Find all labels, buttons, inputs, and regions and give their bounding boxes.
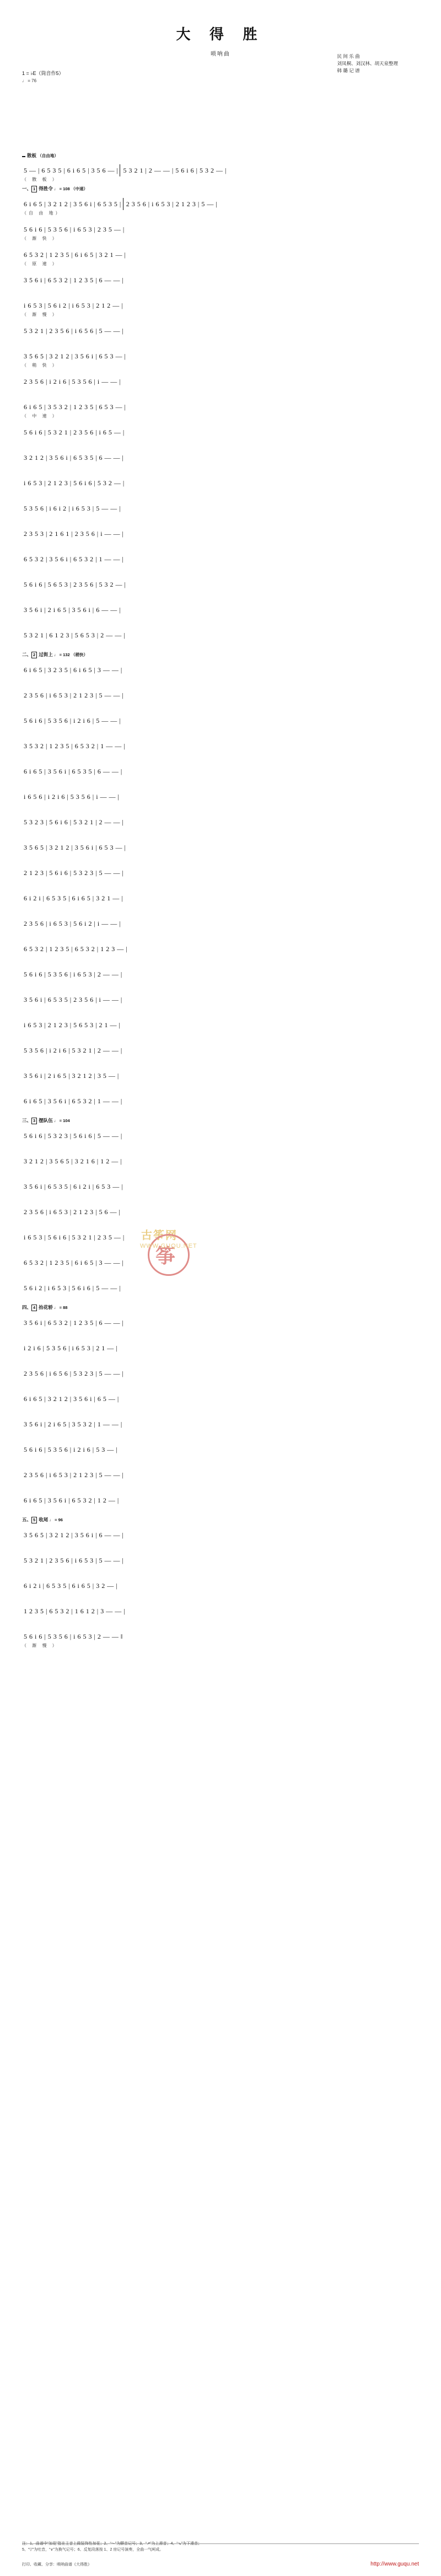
lyric-row bbox=[22, 727, 419, 733]
staff-row bbox=[22, 1439, 419, 1456]
staff-row bbox=[22, 1151, 419, 1167]
staff-row bbox=[22, 574, 419, 591]
section-label-2: 二、 bbox=[22, 652, 32, 657]
staff-row bbox=[22, 1227, 419, 1243]
lyric-row bbox=[22, 641, 419, 648]
lyric-row bbox=[22, 540, 419, 546]
staff-row bbox=[22, 786, 419, 803]
staff-row bbox=[22, 812, 419, 828]
measure-group: 5 3 5 6 | i 6 i 2 | i 6 5 3 | 5 — — | bbox=[24, 505, 121, 512]
section-tempo-3: ♩ = 104 bbox=[54, 1118, 70, 1123]
staff-row bbox=[22, 1550, 419, 1566]
staff-row bbox=[22, 1601, 419, 1617]
staff-row bbox=[22, 1575, 419, 1592]
measure-group: 3 5 6 i | 6 5 3 2 | 1 2 3 5 | 6 — — | bbox=[24, 1319, 124, 1327]
measure-group: 2 3 5 6 | i 6 5 3 | 2 1 2 3 | 5 6 — | bbox=[24, 1208, 121, 1216]
page-title: 大 得 胜 bbox=[176, 26, 265, 42]
footnote-line-1: 注：1、曲谱中“加花”指在主音上做装饰性加花；2、“～”为颤音记号；3、“↗”为上滑音；4、“↘”为下滑音； bbox=[22, 2542, 202, 2546]
lyric-row: （ 渐 慢 ） bbox=[22, 312, 59, 317]
staff-row bbox=[22, 837, 419, 854]
measure-group: 3 5 6 i | 2 i 6 5 | 3 2 1 2 | 3 5 — | bbox=[24, 1072, 119, 1080]
lyric-row bbox=[22, 777, 419, 784]
lyric-row bbox=[22, 1082, 419, 1088]
staff-row bbox=[22, 1040, 419, 1056]
lyric-row bbox=[22, 803, 419, 809]
measure-group: 3 5 6 5 | 3 2 1 2 | 3 5 6 i | 6 5 3 — | bbox=[24, 844, 126, 851]
staff-row bbox=[22, 1388, 419, 1405]
section-tempo-2: ♩ = 132 bbox=[54, 652, 70, 657]
section-tempo-5: ♩ = 96 bbox=[49, 1517, 63, 1522]
lyric-row bbox=[22, 1456, 419, 1462]
section-heading-4 bbox=[22, 1304, 419, 1311]
staff-row bbox=[22, 1490, 419, 1506]
staff-row bbox=[22, 938, 419, 955]
measure-group: 5 6 i 6 | 5 3 2 3 | 5 6 i 6 | 5 — — | bbox=[24, 1132, 122, 1140]
staff-row bbox=[22, 888, 419, 904]
measure-group: 6 i 6 5 | 3 2 1 2 | 3 5 6 i | 6 5 — | bbox=[24, 1395, 119, 1403]
staff-row bbox=[22, 498, 419, 514]
measure-group: 5 6 i 6 | 5 3 5 6 | i 2 i 6 | 5 3 — | bbox=[24, 1446, 118, 1453]
staff-row bbox=[22, 761, 419, 777]
section-tempo-1: ♩ = 108 bbox=[54, 186, 70, 191]
measure-group: 6 i 2 i | 6 5 3 5 | 6 i 6 5 | 3 2 1 — | bbox=[24, 894, 123, 902]
staff-row bbox=[22, 1065, 419, 1082]
section-box-1: 1 bbox=[31, 186, 37, 192]
lyric-row bbox=[22, 1006, 419, 1012]
lyric-row: （ 中 速 ） bbox=[22, 414, 59, 418]
lyric-row bbox=[22, 1354, 419, 1361]
measure-group: 2 3 5 6 | i 6 5 3 | 2 1 2 3 | 5 — — | bbox=[24, 691, 124, 699]
section-box-2: 2 bbox=[31, 652, 37, 658]
staff-row bbox=[22, 625, 419, 641]
staff-row bbox=[22, 1015, 419, 1031]
measure-group: 5 — | 6 5 3 5 | 6 i 6 5 | 3 5 6 — | bbox=[22, 164, 120, 176]
staff-row bbox=[22, 244, 419, 261]
lyric-row bbox=[22, 1269, 419, 1275]
section-mark-2: （稍快） bbox=[71, 652, 88, 657]
tempo-marking: ♩ = 76 bbox=[22, 78, 37, 83]
score-body bbox=[22, 152, 419, 1649]
staff-row bbox=[22, 194, 419, 210]
staff-row bbox=[22, 447, 419, 464]
measure-group: 3 5 6 i | 2 i 6 5 | 3 5 3 2 | 1 — — | bbox=[24, 1420, 122, 1428]
measure-group: 5 3 2 1 | 2 — — | 5 6 i 6 | 5 3 2 — | bbox=[123, 167, 227, 174]
measure-group: 6 i 6 5 | 3 5 6 i | 6 5 3 2 | 1 — — | bbox=[24, 1097, 122, 1105]
measure-group: 2 3 5 6 | i 6 5 6 | 5 3 2 3 | 5 — — | bbox=[24, 1370, 124, 1377]
footer-url[interactable]: http://www.guqu.net bbox=[370, 2561, 419, 2567]
staff-row bbox=[22, 295, 419, 312]
measure-group: 2 1 2 3 | 5 6 i 6 | 5 3 2 3 | 5 — — | bbox=[24, 869, 124, 877]
lyric-row: （ 散 板 ） bbox=[22, 177, 59, 182]
lyric-row: （ 渐 慢 ） bbox=[22, 1643, 59, 1648]
lyric-row bbox=[22, 565, 419, 572]
measure-group: 5 6 i 6 | 5 3 5 6 | i 6 5 3 | 2 3 5 — | bbox=[24, 226, 125, 233]
key-signature: 1 = ♭E（筒音作5） bbox=[22, 71, 64, 76]
lyric-row bbox=[22, 1056, 419, 1063]
lyric-row bbox=[22, 828, 419, 835]
lyric-row bbox=[22, 676, 419, 683]
measure-group: 6 5 3 2 | 3 5 6 i | 6 5 3 2 | 1 — — | bbox=[24, 555, 124, 563]
lyric-row bbox=[22, 879, 419, 886]
lyric-row bbox=[22, 1243, 419, 1250]
measure-group: 2 3 5 6 | i 2 i 6 | 5 3 5 6 | i — — | bbox=[24, 378, 121, 385]
staff-row bbox=[22, 913, 419, 930]
measure-group: 3 2 1 2 | 3 5 6 5 | 3 2 1 6 | 1 2 — | bbox=[24, 1157, 122, 1165]
section-heading-3 bbox=[22, 1117, 419, 1124]
section-heading-5 bbox=[22, 1516, 419, 1523]
section-name-1: 得胜令 bbox=[39, 186, 53, 191]
lyric-row bbox=[22, 1380, 419, 1386]
measure-group: 3 5 6 i | 6 5 3 2 | 1 2 3 5 | 6 — — | bbox=[24, 276, 124, 284]
watermark-seal-char: 筝 bbox=[155, 1245, 176, 1267]
credits bbox=[337, 53, 398, 74]
staff-row bbox=[22, 989, 419, 1006]
measure-group: 5 3 2 1 | 6 1 2 3 | 5 6 5 3 | 2 — — | bbox=[24, 631, 126, 639]
lyric-row: （ 稍 快 ） bbox=[22, 363, 59, 368]
staff-row bbox=[22, 1414, 419, 1430]
measure-group: 5 3 2 3 | 5 6 i 6 | 5 3 2 1 | 2 — — | bbox=[24, 818, 124, 826]
staff-row bbox=[22, 523, 419, 540]
watermark-brand: 古筝网 bbox=[141, 1230, 178, 1242]
measure-group: 3 5 3 2 | 1 2 3 5 | 6 5 3 2 | 1 — — | bbox=[24, 742, 126, 750]
section-box-4: 4 bbox=[31, 1305, 37, 1311]
measure-group: 5 6 i 6 | 5 6 5 3 | 2 3 5 6 | 5 3 2 — | bbox=[24, 581, 126, 588]
staff-row bbox=[22, 1464, 419, 1481]
measure-group: 5 6 i 6 | 5 3 5 6 | i 6 5 3 | 2 — — | bbox=[24, 970, 122, 978]
measure-group: 6 5 3 2 | 1 2 3 5 | 6 i 6 5 | 3 2 1 — | bbox=[24, 251, 126, 259]
staff-row bbox=[22, 160, 419, 176]
lyric-row bbox=[22, 286, 419, 293]
lyric-row: （ 原 速 ） bbox=[22, 261, 59, 266]
measure-group: 2 3 5 6 | i 6 5 3 | 2 1 2 3 | 5 — | bbox=[126, 200, 218, 208]
staff-row bbox=[22, 1338, 419, 1354]
staff-row bbox=[22, 346, 419, 362]
lyric-row bbox=[22, 1193, 419, 1199]
section-box-3: 3 bbox=[31, 1118, 37, 1124]
staff-row bbox=[22, 1312, 419, 1329]
measure-group: 5 6 i 2 | i 6 5 3 | 5 6 i 6 | 5 — — | bbox=[24, 1284, 121, 1292]
measure-group: 2 3 5 6 | i 6 5 3 | 5 6 i 2 | i — — | bbox=[24, 920, 121, 927]
section-label-0: 散板 bbox=[27, 153, 37, 158]
staff-row bbox=[22, 549, 419, 565]
measure-group: 5 6 i 6 | 5 3 5 6 | i 6 5 3 | 2 — — ‖ bbox=[24, 1633, 123, 1640]
section-mark-1: （中速） bbox=[71, 186, 88, 191]
lyric-row bbox=[22, 904, 419, 911]
section-box-0 bbox=[22, 156, 25, 157]
lyric-row bbox=[22, 337, 419, 344]
measure-group: 2 3 5 3 | 2 1 6 1 | 2 3 5 6 | i — — | bbox=[24, 530, 124, 538]
section-mark-0: （自由地） bbox=[37, 153, 58, 158]
lyric-row bbox=[22, 1430, 419, 1437]
staff-row bbox=[22, 736, 419, 752]
measure-group: i 6 5 3 | 2 1 2 3 | 5 6 5 3 | 2 1 — | bbox=[24, 1021, 121, 1029]
lyric-row: （ 渐 快 ） bbox=[22, 236, 59, 241]
credit-line-3: 韩 璐 记 谱 bbox=[337, 68, 360, 73]
staff-row bbox=[22, 396, 419, 413]
measure-group: i 6 5 3 | 2 1 2 3 | 5 6 i 6 | 5 3 2 — | bbox=[24, 479, 125, 487]
measure-group: i 6 5 3 | 5 6 i 2 | i 6 5 3 | 2 1 2 — | bbox=[24, 302, 123, 309]
measure-group: 3 5 6 i | 6 5 3 5 | 6 i 2 i | 6 5 3 — | bbox=[24, 1183, 123, 1190]
section-name-3: 摆队伍 bbox=[39, 1118, 53, 1123]
staff-row bbox=[22, 422, 419, 438]
section-label-3: 三、 bbox=[22, 1118, 32, 1123]
measure-group: 6 i 6 5 | 3 2 3 5 | 6 i 6 5 | 3 — — | bbox=[24, 666, 122, 674]
measure-group: 6 5 3 2 | 1 2 3 5 | 6 5 3 2 | 1 2 3 — | bbox=[24, 945, 128, 953]
lyric-row bbox=[22, 1031, 419, 1038]
lyric-row bbox=[22, 1592, 419, 1598]
lyric-row bbox=[22, 980, 419, 987]
staff-row bbox=[22, 1278, 419, 1294]
staff-row bbox=[22, 685, 419, 701]
staff-row bbox=[22, 219, 419, 235]
measure-group: 2 3 5 6 | i 6 5 3 | 2 1 2 3 | 5 — — | bbox=[24, 1471, 124, 1479]
lyric-row bbox=[22, 1566, 419, 1573]
staff-row bbox=[22, 270, 419, 286]
measure-group: 3 5 6 i | 2 i 6 5 | 3 5 6 i | 6 — — | bbox=[24, 606, 121, 614]
lyric-row bbox=[22, 1167, 419, 1174]
lyric-row bbox=[22, 616, 419, 622]
staff-row bbox=[22, 320, 419, 337]
footnote bbox=[22, 2541, 419, 2553]
lyric-row bbox=[22, 1541, 419, 1548]
measure-group: 1 2 3 5 | 6 5 3 2 | 1 6 1 2 | 3 — — | bbox=[24, 1607, 126, 1615]
section-heading-2 bbox=[22, 651, 419, 658]
section-label-5: 五、 bbox=[22, 1517, 32, 1522]
measure-group: 6 i 6 5 | 3 5 6 i | 6 5 3 2 | 1 2 — | bbox=[24, 1496, 119, 1504]
lyric-row: （自 由 地） bbox=[22, 211, 62, 216]
staff-row bbox=[22, 1125, 419, 1142]
section-box-5: 5 bbox=[31, 1517, 37, 1523]
lyric-row bbox=[22, 1506, 419, 1513]
measure-group: 5 3 2 1 | 2 3 5 6 | i 6 5 3 | 5 — — | bbox=[24, 1557, 124, 1564]
staff-row bbox=[22, 1626, 419, 1643]
measure-group: 6 i 6 5 | 3 2 1 2 | 3 5 6 i | 6 5 3 5 | bbox=[22, 198, 123, 210]
staff-row bbox=[22, 1176, 419, 1193]
lyric-row bbox=[22, 591, 419, 597]
measure-group: 5 6 i 6 | 5 3 5 6 | i 2 i 6 | 5 — — | bbox=[24, 717, 121, 724]
section-name-4: 抬花轿 bbox=[39, 1305, 53, 1310]
lyric-row bbox=[22, 489, 419, 496]
staff-row bbox=[22, 1201, 419, 1218]
section-heading-0 bbox=[22, 152, 419, 159]
lyric-row bbox=[22, 955, 419, 962]
footer-left-text: 打印、收藏、分享：唢呐曲谱《大得胜》 bbox=[22, 2563, 92, 2567]
measure-group: i 2 i 6 | 5 3 5 6 | i 6 5 3 | 2 1 — | bbox=[24, 1344, 118, 1352]
staff-row bbox=[22, 1252, 419, 1269]
lyric-row bbox=[22, 464, 419, 470]
lyric-row bbox=[22, 438, 419, 445]
credit-line-2: 刘凤桐、刘汉林、胡天泉整理 bbox=[337, 61, 398, 66]
lyric-row bbox=[22, 1329, 419, 1335]
section-name-5: 收尾 bbox=[39, 1517, 49, 1522]
lyric-row bbox=[22, 1294, 419, 1301]
lyric-row bbox=[22, 388, 419, 394]
lyric-row bbox=[22, 514, 419, 521]
measure-group: 3 2 1 2 | 3 5 6 i | 6 5 3 5 | 6 — — | bbox=[24, 454, 124, 461]
staff-row bbox=[22, 862, 419, 879]
lyric-row bbox=[22, 1481, 419, 1488]
measure-group: 3 5 6 i | 6 5 3 5 | 2 3 5 6 | i — — | bbox=[24, 996, 122, 1003]
section-label-1: 一、 bbox=[22, 186, 32, 191]
credit-line-1: 民 间 乐 曲 bbox=[337, 53, 360, 59]
page-subtitle: 唢呐曲 bbox=[211, 51, 230, 57]
measure-group: 6 i 6 5 | 3 5 3 2 | 1 2 3 5 | 6 5 3 — | bbox=[24, 403, 126, 411]
measure-group: 5 6 i 6 | 5 3 2 1 | 2 3 5 6 | i 6 5 — | bbox=[24, 428, 125, 436]
section-heading-1 bbox=[22, 185, 419, 192]
staff-row bbox=[22, 371, 419, 388]
measure-group: 6 5 3 2 | 1 2 3 5 | 6 i 6 5 | 3 — — | bbox=[24, 1259, 124, 1266]
staff-row bbox=[22, 964, 419, 980]
staff-row bbox=[22, 473, 419, 489]
lyric-row bbox=[22, 1107, 419, 1114]
lyric-row bbox=[22, 1405, 419, 1412]
staff-row bbox=[22, 1363, 419, 1380]
measure-group: 3 5 6 5 | 3 2 1 2 | 3 5 6 i | 6 — — | bbox=[24, 1531, 124, 1539]
staff-row bbox=[22, 599, 419, 616]
lyric-row bbox=[22, 930, 419, 936]
staff-row bbox=[22, 659, 419, 676]
measure-group: i 6 5 6 | i 2 i 6 | 5 3 5 6 | i — — | bbox=[24, 793, 120, 801]
section-name-2: 过街上 bbox=[39, 652, 53, 657]
footnote-line-2: 5、“▽”为吐音，“∨”为换气记号；6、反复段落按 1、2 房记号演奏，全曲一气呵成。 bbox=[22, 2548, 164, 2552]
lyric-row bbox=[22, 1617, 419, 1624]
measure-group: i 6 5 3 | 5 6 i 6 | 5 3 2 1 | 2 3 5 — | bbox=[24, 1233, 125, 1241]
staff-row bbox=[22, 1525, 419, 1541]
measure-group: 5 3 2 1 | 2 3 5 6 | i 6 5 6 | 5 — — | bbox=[24, 327, 124, 335]
measure-group: 6 i 6 5 | 3 5 6 i | 6 5 3 5 | 6 — — | bbox=[24, 768, 122, 775]
lyric-row bbox=[22, 1218, 419, 1225]
measure-group: 6 i 2 i | 6 5 3 5 | 6 i 6 5 | 3 2 — | bbox=[24, 1582, 118, 1590]
measure-group: 3 5 6 5 | 3 2 1 2 | 3 5 6 i | 6 5 3 — | bbox=[24, 352, 126, 360]
measure-group: 5 3 5 6 | i 2 i 6 | 5 3 2 1 | 2 — — | bbox=[24, 1046, 122, 1054]
lyric-row bbox=[22, 701, 419, 708]
staff-row bbox=[22, 710, 419, 727]
lyric-row bbox=[22, 1142, 419, 1149]
watermark-url: WWW.GUQU.NET bbox=[140, 1243, 197, 1249]
lyric-row bbox=[22, 854, 419, 860]
section-label-4: 四、 bbox=[22, 1305, 32, 1310]
lyric-row bbox=[22, 752, 419, 759]
staff-row bbox=[22, 1091, 419, 1107]
section-tempo-4: ♩ = 88 bbox=[54, 1305, 68, 1310]
